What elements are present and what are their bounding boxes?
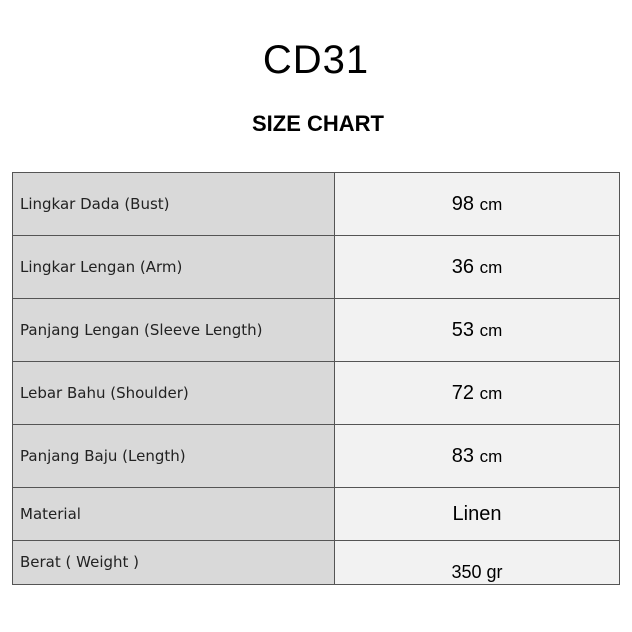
row-label-material: Material: [13, 488, 335, 541]
row-label-bust: Lingkar Dada (Bust): [13, 173, 335, 236]
row-value-sleeve-length: [335, 299, 620, 362]
row-label-weight: Berat ( Weight ): [13, 541, 335, 585]
table-row: [13, 299, 620, 362]
size-chart-table: [12, 172, 620, 585]
row-value-bust: [335, 173, 620, 236]
value-unit: cm: [479, 194, 503, 214]
value-unit: cm: [479, 257, 503, 277]
row-label-sleeve-length: Panjang Lengan (Sleeve Length): [13, 299, 335, 362]
table-row: [13, 236, 620, 299]
value-number: 53: [451, 318, 474, 341]
size-chart-title: SIZE CHART: [252, 111, 384, 136]
row-label-arm: Lingkar Lengan (Arm): [13, 236, 335, 299]
table-row: [13, 541, 620, 585]
row-value-shoulder: [335, 362, 620, 425]
value-number: 36: [451, 255, 474, 278]
table-row: [13, 173, 620, 236]
value-unit: cm: [479, 446, 503, 466]
value-unit: cm: [479, 320, 503, 340]
value-number: 72: [451, 381, 474, 404]
row-label-shoulder: Lebar Bahu (Shoulder): [13, 362, 335, 425]
table-row: [13, 425, 620, 488]
row-value-arm: [335, 236, 620, 299]
row-value-material: Linen: [335, 488, 620, 541]
row-label-length: Panjang Baju (Length): [13, 425, 335, 488]
value-number: 83: [451, 444, 474, 467]
table-row: [13, 488, 620, 541]
value-number: 98: [451, 192, 474, 215]
row-value-length: [335, 425, 620, 488]
table-row: [13, 362, 620, 425]
product-code: CD31: [262, 38, 370, 82]
row-value-weight: 350 gr: [335, 541, 620, 585]
value-unit: cm: [479, 383, 503, 403]
